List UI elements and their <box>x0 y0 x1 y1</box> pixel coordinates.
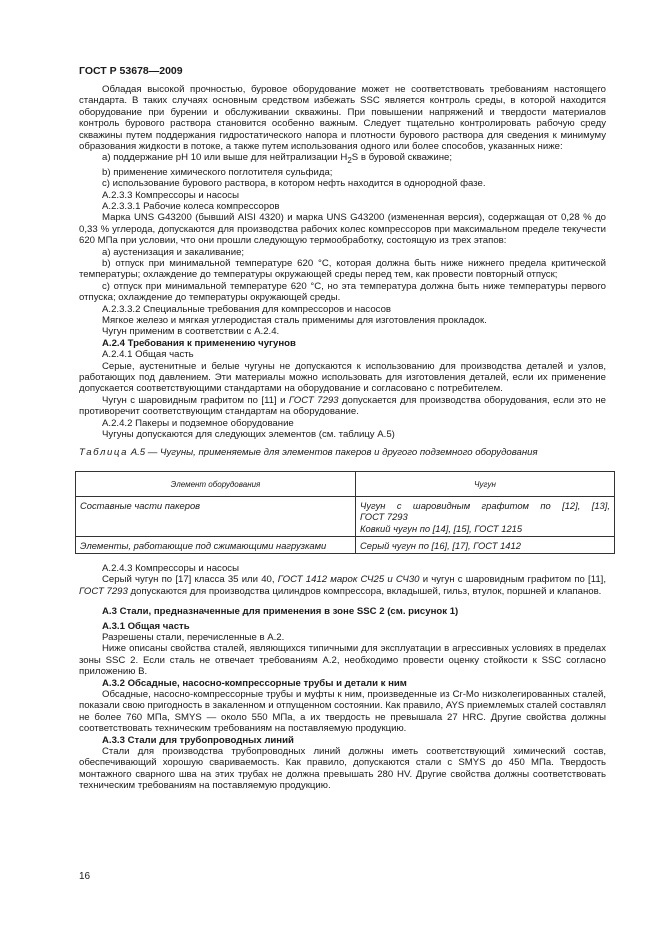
paragraph: Стали для производства трубопроводных линий должны иметь соответствующий химический состав, обеспечивающий хорошую свариваемость. Как правило, допускаются стали с SMYS до 450 МПа. Твердость монтажного сварного шва на этих трубах не должна превышать 280 HV. Другие свойства должны соответствовать техническим требованиям на поставляемую продукцию. <box>79 746 606 792</box>
paragraph <box>79 395 606 418</box>
column-header-element: Элемент оборудования <box>76 471 356 496</box>
page-number: 16 <box>79 871 91 882</box>
list-item: а) аустенизация и закаливание; <box>102 246 245 258</box>
paragraph: Серые, аустенитные и белые чугуны не допускаются к использованию для производства деталей и узлов, работающих под давлением. Эти материалы можно использовать для изготовления деталей, если их применение допускается соответствующими стандартами на оборудование и согласовано с потребителем. <box>79 360 606 395</box>
list-item-text: а) поддержание рН 10 или выше для нейтрализации H <box>102 152 348 164</box>
section-heading: А.3.3 Стали для трубопроводных линий <box>102 734 294 746</box>
paragraph-text: допускается для производства оборудования, если это не противоречит соответствующим стандартам на оборудование. <box>79 394 607 418</box>
document-header: ГОСТ Р 53678—2009 <box>79 65 183 77</box>
table-cell-element: Элементы, работающие под сжимающими нагрузками <box>76 536 356 553</box>
table-cell-line: Ковкий чугун по [14], [15], ГОСТ 1215 <box>360 522 523 534</box>
paragraph-text: Серый чугун по [17] класса 35 или 40, <box>102 574 278 586</box>
standard-reference: ГОСТ 1412 марок СЧ25 и СЧ30 <box>277 574 420 586</box>
column-header-iron: Чугун <box>356 471 615 496</box>
paragraph: Марка UNS G43200 (бывший AISI 4320) и марка UNS G43200 (измененная версия), содержащая от 0,28 % до 0,33 % углерода, допускаются для производства рабочих колес компрессоров при максимальном пределе текучести 620 МПа при условии, что они прошли следующую термообработку, состоящую из трех этапов: <box>79 212 606 247</box>
paragraph-text: и чугун с шаровидным графитом по [11], <box>419 574 606 586</box>
document-body <box>79 84 610 792</box>
paragraph: Чугун применим в соответствии с А.2.4. <box>102 326 280 338</box>
section-heading: А.2.3.3 Компрессоры и насосы <box>102 189 239 201</box>
table-cell-line: Чугун с шаровидным графитом по [12], [13], <box>360 500 610 512</box>
section-heading: А.2.4.3 Компрессоры и насосы <box>102 562 239 574</box>
table-cell-line: ГОСТ 7293 <box>360 511 408 523</box>
standard-reference: ГОСТ 7293 <box>288 394 339 406</box>
subscript: 2 <box>347 156 352 166</box>
table-cell-iron <box>356 497 615 537</box>
table-cell-element: Составные части пакеров <box>76 497 356 537</box>
section-heading: А.2.4.2 Пакеры и подземное оборудование <box>102 417 294 429</box>
paragraph: Чугуны допускаются для следующих элементов (см. таблицу А.5) <box>102 429 395 441</box>
standard-reference: ГОСТ 7293 <box>79 585 128 597</box>
list-item <box>79 152 606 166</box>
table-caption-label: Таблица <box>79 446 129 458</box>
cast-iron-table <box>75 471 615 554</box>
list-item-text: S в буровой скважине; <box>351 152 453 164</box>
list-item: b) применение химического поглотителя сульфида; <box>102 166 333 178</box>
table-cell-iron: Серый чугун по [16], [17], ГОСТ 1412 <box>356 536 615 553</box>
list-item: с) отпуск при минимальной температуре 620 °С, но эта температура должна быть ниже температуры первого отпуска; охлаждение до температуры окружающей среды. <box>79 280 606 304</box>
table-row <box>76 497 615 537</box>
section-heading: А.2.3.3.1 Рабочие колеса компрессоров <box>102 200 280 212</box>
section-heading: А.3 Стали, предназначенные для применения в зоне SSC 2 (см. рисунок 1) <box>102 606 459 618</box>
section-heading: А.2.4 Требования к применению чугунов <box>102 337 296 349</box>
section-heading: А.3.1 Общая часть <box>102 620 190 632</box>
paragraph: Обсадные, насосно-компрессорные трубы и муфты к ним, произведенные из Cr-Mo низколегированных сталей, показали свою пригодность в закаленном и отпущенном состоянии. Как правило, AYS приемлемых сталей составлял не более 760 МПа, SMYS — около 550 МПа, а их твердость не превышала 27 HRC. Другие свойства должны соответствовать техническим требованиям на поставляемую продукцию. <box>79 688 606 735</box>
table-caption-text: А.5 — Чугуны, применяемые для элементов пакеров и другого подземного оборудования <box>128 446 538 458</box>
section-heading: А.2.4.1 Общая часть <box>102 349 194 361</box>
paragraph: Разрешены стали, перечисленные в А.2. <box>102 631 285 643</box>
paragraph: Мягкое железо и мягкая углеродистая сталь применимы для изготовления прокладок. <box>102 315 487 327</box>
paragraph-text: допускаются для производства цилиндров компрессора, вкладышей, гильз, втулок, поршней и клапанов. <box>127 585 602 597</box>
list-item: b) отпуск при минимальной температуре 620 °С, которая должна быть ниже нижнего предела критической температуры; охлаждение до температуры окружающей среды перед тем, как провести повторный отпуск; <box>79 258 606 281</box>
table-header-row <box>76 471 615 496</box>
paragraph: Ниже описаны свойства сталей, являющихся типичными для эксплуатации в агрессивных условиях в пределах зоны SSC 2. Если сталь не отвечает требованиям А.2, необходимо провести оценку стойкости к SSC согласно приложению В. <box>79 643 606 678</box>
table-row <box>76 536 615 553</box>
section-heading: А.2.3.3.2 Специальные требования для компрессоров и насосов <box>102 303 392 315</box>
section-heading: А.3.2 Обсадные, насосно-компрессорные трубы и детали к ним <box>102 677 407 689</box>
table-caption <box>79 447 606 458</box>
paragraph: Обладая высокой прочностью, буровое оборудование может не соответствовать требованиям настоящего стандарта. В таких случаях основным средством избежать SSC является контроль среды, в которой находится оборудование при бурении и обслуживании скважины. При повышении напряжений и твердости материалов контроль бурового раствора становится особенно важным. Следует тщательно контролировать рабочую среду скважины путем поддержания гидростатического напора и плотности бурового раствора для сведения к минимуму образования жидкости в потоке, а также путем использования одного или более способов, указанных ниже: <box>79 84 606 153</box>
paragraph <box>79 574 606 597</box>
paragraph-text: Чугун с шаровидным графитом по [11] и <box>102 394 289 406</box>
list-item: с) использование бурового раствора, в котором нефть находится в однородной фазе. <box>102 178 486 190</box>
